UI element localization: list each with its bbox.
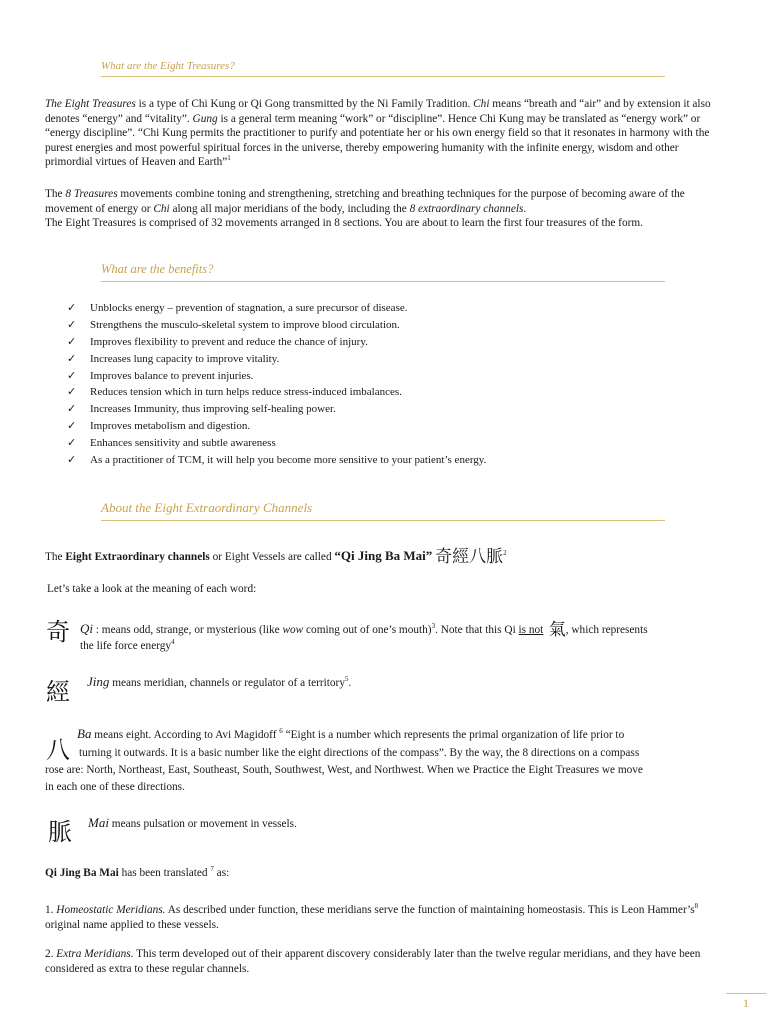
term-eight-extraordinary-channels: Eight Extraordinary channels: [65, 551, 210, 563]
text: means “breath and “air” and by extension it also denotes “energy” and “vitality”.: [45, 98, 711, 125]
benefit-text: As a practitioner of TCM, it will help you become more sensitive to your patient’s energy.: [90, 454, 487, 467]
benefit-text: Strengthens the musculo-skeletal system to improve blood circulation.: [90, 318, 400, 331]
definition-mai: [88, 815, 728, 832]
text: means meridian, channels or regulator of a territory: [109, 677, 345, 689]
footnote-ref-8: 8: [694, 902, 699, 911]
footnote-ref-4: 4: [171, 638, 175, 647]
text: “Eight is a number which represents the primal organization of life prior to: [282, 729, 625, 741]
text: means eight. According to Avi Magidoff: [91, 729, 280, 741]
text: has been translated: [118, 867, 211, 879]
list-item: [67, 452, 727, 469]
checkmark-icon: ✓: [67, 351, 77, 365]
text: or Eight Vessels are called: [209, 551, 335, 563]
lets-look-line: Let’s take a look at the meaning of each word:: [47, 583, 257, 595]
footnote-ref-7: 7: [210, 865, 214, 874]
footnote-ref-3: 3: [431, 622, 436, 631]
definition-ba-line2: turning it outwards. It is a basic number like the eight directions of the compass”. By the way, the 8 directions on a compass: [79, 747, 640, 759]
text: , which represents: [565, 624, 648, 636]
list-item: [67, 351, 727, 368]
text: As described under function, these meridians serve the function of maintaining homeostasis. This is Leon Hammer’s: [165, 904, 695, 916]
text: original name applied to these vessels.: [45, 918, 219, 931]
list-item: [67, 317, 727, 334]
glyph-mai: 脈: [48, 818, 72, 846]
benefit-text: Increases lung capacity to improve vitality.: [90, 352, 280, 365]
text: . This term developed out of their apparent discovery considerably later than the twelve regular meridians, and they have been considered as extra to these regular channels.: [45, 948, 701, 975]
page-number: 1: [726, 993, 766, 1011]
list-item: [67, 401, 727, 418]
translation-item-1: [45, 903, 725, 932]
definition-jing: [87, 674, 727, 691]
glyph-jing: 經: [46, 678, 70, 706]
list-item: [67, 418, 727, 435]
chinese-characters: 奇經八脈: [435, 547, 504, 567]
text: The: [45, 188, 66, 200]
text: the life force energy: [80, 640, 172, 652]
text: is a general term meaning “work” or “discipline”. Hence Chi Kung may be translated as “energy work” or “energy discipline”. “Chi Kung permits the practitioner to purify and potentiate her or his own energy field so that it resonates in harmony with the purest energies and most powerful spiritual forces in the universe, thereby empowering humanity with the infinite energy, wisdom and other primordial virtues of Heaven and Earth”: [45, 112, 710, 169]
text: The: [45, 551, 66, 563]
paragraph-intro: [45, 97, 725, 170]
checkmark-icon: ✓: [67, 317, 77, 331]
footnote-ref-6: 6: [279, 727, 283, 736]
text: 2.: [45, 948, 57, 960]
term-ba: Ba: [77, 726, 92, 741]
checkmark-icon: ✓: [67, 334, 77, 348]
term-qi-jing-ba-mai: “Qi Jing Ba Mai”: [334, 548, 433, 563]
text: .: [523, 202, 527, 215]
checkmark-icon: ✓: [67, 402, 77, 416]
text: means pulsation or movement in vessels.: [108, 818, 297, 830]
term-chi: Chi: [473, 98, 490, 110]
text: 1.: [45, 904, 57, 916]
term-8-treasures: 8 Treasures: [65, 188, 118, 200]
term-jing: Jing: [87, 674, 110, 689]
term-mai: Mai: [88, 815, 109, 830]
checkmark-icon: ✓: [67, 385, 77, 399]
footnote-ref-1: 1: [227, 154, 231, 163]
paragraph-eight-treasures-movements: [45, 187, 725, 231]
glyph-qi: 奇: [46, 618, 70, 646]
definition-ba-line1: [77, 726, 737, 743]
term-gung: Gung: [192, 112, 218, 125]
text: along all major meridians of the body, including the: [169, 202, 410, 215]
benefit-text: Increases Immunity, thus improving self-healing power.: [90, 403, 336, 416]
benefit-text: Improves flexibility to prevent and reduce the chance of injury.: [90, 335, 368, 348]
heading-eight-extraordinary-channels: About the Eight Extraordinary Channels: [101, 500, 665, 521]
benefit-text: Improves balance to prevent injuries.: [90, 369, 254, 382]
chinese-character-qi-energy: 氣: [543, 620, 566, 640]
translated-line: [45, 867, 229, 879]
term-wow: wow: [282, 624, 304, 636]
definition-ba-line4: in each one of these directions.: [45, 781, 185, 793]
text: The Eight Treasures is comprised of 32 movements arranged in 8 sections. You are about to learn the first four treasures of the form.: [45, 217, 643, 230]
heading-what-are-benefits: What are the benefits?: [101, 262, 665, 282]
text: .: [348, 677, 352, 689]
term-qi: Qi: [80, 621, 93, 636]
footnote-ref-5: 5: [344, 675, 349, 684]
list-item: [67, 435, 727, 452]
text: . Note that this Qi: [435, 624, 519, 636]
definition-qi: [80, 621, 730, 654]
benefit-text: Improves metabolism and digestion.: [90, 420, 251, 433]
benefits-list: [67, 300, 727, 469]
term-eight-treasures: The Eight Treasures: [45, 98, 136, 110]
text: coming out of one’s mouth): [303, 624, 432, 636]
text: as:: [213, 867, 230, 879]
term-chi: Chi: [153, 202, 170, 215]
checkmark-icon: ✓: [67, 301, 77, 314]
text: is a type of Chi Kung or Qi Gong transmitted by the Ni Family Tradition.: [135, 98, 474, 110]
list-item: [67, 384, 727, 401]
channels-intro: [45, 542, 507, 567]
text: : means odd, strange, or mysterious (like: [93, 624, 283, 636]
glyph-ba: 八: [46, 736, 70, 764]
list-item: [67, 334, 727, 351]
list-item: [67, 300, 727, 317]
footnote-ref-2: 2: [503, 549, 507, 558]
text: movements combine toning and strengthening, stretching and breathing techniques for the purpose of becoming aware of the movement of energy or: [45, 188, 685, 215]
list-item: [67, 368, 727, 385]
term-extraordinary-channels: 8 extraordinary channels: [409, 202, 524, 215]
translation-item-2: [45, 947, 725, 976]
text-is-not: is not: [518, 624, 544, 636]
benefit-text: Enhances sensitivity and subtle awareness: [90, 437, 276, 450]
checkmark-icon: ✓: [67, 419, 77, 433]
term-extra-meridians: Extra Meridians: [56, 948, 131, 960]
checkmark-icon: ✓: [67, 453, 77, 467]
checkmark-icon: ✓: [67, 436, 77, 450]
benefit-text: Reduces tension which in turn helps reduce stress-induced imbalances.: [90, 386, 402, 399]
term-qi-jing-ba-mai: Qi Jing Ba Mai: [45, 867, 119, 879]
checkmark-icon: ✓: [67, 368, 77, 382]
benefit-text: Unblocks energy – prevention of stagnation, a sure precursor of disease.: [90, 302, 408, 314]
heading-what-are-eight-treasures: What are the Eight Treasures?: [101, 60, 665, 77]
term-homeostatic-meridians: Homeostatic Meridians.: [56, 904, 166, 916]
definition-ba-line3: rose are: North, Northeast, East, Southeast, South, Southwest, West, and Northwest. When we Practice the Eight Treasures we move: [45, 764, 643, 776]
